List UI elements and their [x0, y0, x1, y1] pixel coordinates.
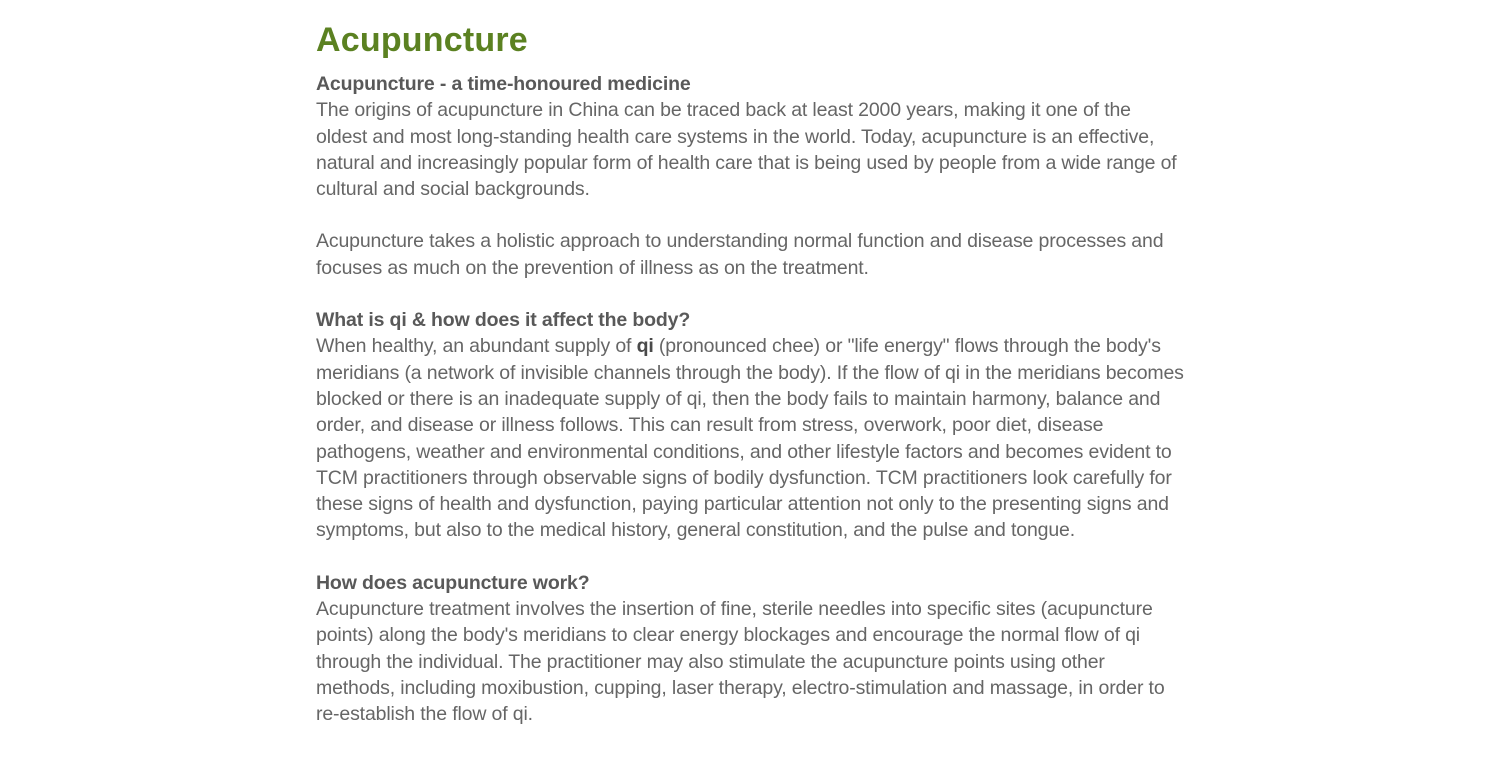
main-content: [316, 0, 1186, 728]
section-qi: [316, 307, 1186, 544]
qi-text-before: When healthy, an abundant supply of: [316, 335, 637, 358]
qi-bold-term: qi: [636, 335, 654, 358]
qi-text-after: (pronounced chee) or "life energy" flows through the body's meridians (a network of invisible channels through the body). If the flow of qi in the meridians becomes blocked or there is an inadequate supply of qi, then the body fails to maintain harmony, balance and order, and disease or illness follows. This can result from stress, overwork, poor diet, disease pathogens, weather and environmental conditions, and other lifestyle factors and becomes evident to TCM practitioners through observable signs of bodily dysfunction. TCM practitioners look carefully for these signs of health and dysfunction, paying particular attention not only to the presenting signs and symptoms, but also to the medical history, general constitution, and the pulse and tongue.: [316, 335, 1184, 542]
how-paragraph: Acupuncture treatment involves the insertion of fine, sterile needles into specific sites (acupuncture points) along the body's meridians to clear energy blockages and encourage the normal flow of qi through the individual. The practitioner may also stimulate the acupuncture points using other methods, including moxibustion, cupping, laser therapy, electro-stimulation and massage, in order to re-establish the flow of qi.: [316, 598, 1165, 726]
intro-paragraph-holistic: Acupuncture takes a holistic approach to understanding normal function and disease processes and focuses as much on the prevention of illness as on the treatment.: [316, 230, 1164, 279]
section-intro: [316, 71, 1186, 281]
section-how: [316, 570, 1186, 728]
qi-paragraph: [316, 333, 1186, 543]
page-title: Acupuncture: [316, 21, 528, 59]
section-heading-intro: Acupuncture - a time-honoured medicine: [316, 73, 691, 95]
section-heading-qi: What is qi & how does it affect the body?: [316, 309, 691, 332]
section-heading-how: How does acupuncture work?: [316, 571, 590, 594]
intro-paragraph-origins: The origins of acupuncture in China can be traced back at least 2000 years, making it one of the oldest and most long-standing health care systems in the world. Today, acupuncture is an effective, natural and increasingly popular form of health care that is being used by people from a wide range of cultural and social backgrounds.: [316, 99, 1177, 201]
